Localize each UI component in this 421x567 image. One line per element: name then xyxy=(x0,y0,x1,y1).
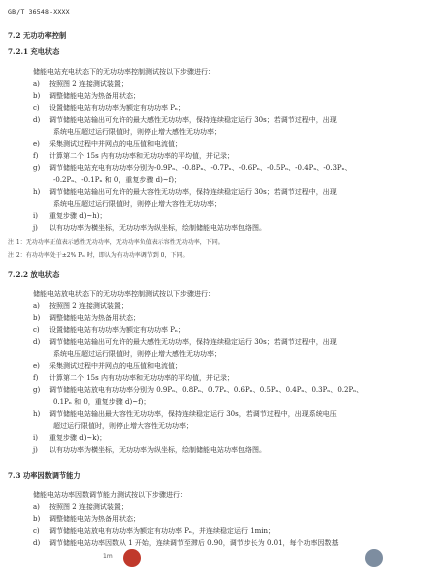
list-item: d) 调节储能电站输出可允许的最大感性无功功率，保持连续稳定运行 30s；若调节过程中，出现 xyxy=(33,116,337,124)
list-item-continuation: -0.2Pₙ、-0.1Pₙ 和 0，重复步骤 d)~f)； xyxy=(53,176,181,184)
list-item: d) 调节储能电站输出可允许的最大感性无功功率，保持连续稳定运行 30s；若调节过程中，出现 xyxy=(33,338,337,346)
list-item: j) 以有功功率为横坐标，无功功率为纵坐标，绘制储能电站功率包络图。 xyxy=(33,224,266,232)
note-1: 注 1：无功功率正值表示感性无功功率，无功功率负值表示容性无功功率，下同。 xyxy=(8,239,224,246)
list-item-continuation: 超过运行限值时，则停止增大容性无功功率； xyxy=(53,422,193,430)
list-item: i) 重复步骤 d)~k)； xyxy=(33,434,107,442)
list-item: j) 以有功功率为横坐标，无功功率为纵坐标，绘制储能电站功率包络图。 xyxy=(33,446,266,454)
list-item: f) 计算第二个 15s 内有功功率和无功功率的平均值，并记录； xyxy=(33,152,234,160)
paragraph-intro: 储能电站功率因数调节能力测试按以下步骤进行： xyxy=(33,491,187,499)
page-footer-mark: 1m xyxy=(103,553,113,560)
note-2: 注 2：有功功率处于±2% Pₙ 时，即认为有功功率调节到 0，下同。 xyxy=(8,252,189,259)
list-item: c) 设置储能电站有功功率为额定有功功率 Pₙ； xyxy=(33,104,185,112)
list-item-continuation: 0.1Pₙ 和 0，重复步骤 d)~f)； xyxy=(53,398,151,406)
section-heading-7-2: 7.2 无功功率控制 xyxy=(8,31,67,40)
list-item: b) 调整储能电站为热备用状态； xyxy=(33,314,140,322)
list-item: g) 调节储能电站放电有功功率分别为 0.9Pₙ、0.8Pₙ、0.7Pₙ、0.6Pₙ、0.5Pₙ、0.4Pₙ、0.3Pₙ、0.2Pₙ、 xyxy=(33,386,364,394)
standard-number: GB/T 36548-XXXX xyxy=(8,8,70,16)
list-item: a) 按照图 2 连接测试装置； xyxy=(33,503,128,511)
list-item: h) 调节储能电站输出可允许的最大容性无功功率，保持连续稳定运行 30s；若调节过程中，出现 xyxy=(33,188,337,196)
list-item: e) 采集测试过程中并网点的电压值和电流值； xyxy=(33,140,182,148)
list-item: d) 调节储能电站功率因数从 1 开始，连续调节至滞后 0.90，调节步长为 0.01，每个功率因数基 xyxy=(33,539,339,547)
list-item: f) 计算第二个 15s 内有功功率和无功功率的平均值，并记录； xyxy=(33,374,234,382)
list-item-continuation: 系统电压超过运行限值时，则停止增大容性无功功率； xyxy=(53,200,221,208)
list-item: e) 采集测试过程中并网点的电压值和电流值； xyxy=(33,362,182,370)
floating-menu-button[interactable] xyxy=(365,549,383,567)
floating-action-button[interactable] xyxy=(123,549,141,567)
list-item: i) 重复步骤 d)~h)； xyxy=(33,212,107,220)
list-item: c) 设置储能电站有功功率为额定有功功率 Pₙ； xyxy=(33,326,185,334)
list-item-continuation: 系统电压超过运行限值时，则停止增大感性无功功率； xyxy=(53,350,221,358)
list-item: b) 调整储能电站为热备用状态； xyxy=(33,92,140,100)
list-item: a) 按照图 2 连接测试装置； xyxy=(33,80,128,88)
section-heading-7-2-2: 7.2.2 放电状态 xyxy=(8,270,60,279)
section-heading-7-2-1: 7.2.1 充电状态 xyxy=(8,47,60,56)
list-item: h) 调节储能电站输出最大容性无功功率，保持连续稳定运行 30s，若调节过程中，出现系统电压 xyxy=(33,410,337,418)
list-item-continuation: 系统电压超过运行限值时，则停止增大感性无功功率； xyxy=(53,128,221,136)
list-item: a) 按照图 2 连接测试装置； xyxy=(33,302,128,310)
list-item: b) 调整储能电站为热备用状态； xyxy=(33,515,140,523)
list-item: g) 调节储能电站充电有功功率分别为-0.9Pₙ、-0.8Pₙ、-0.7Pₙ、-0.6Pₙ、-0.5Pₙ、-0.4Pₙ、-0.3Pₙ、 xyxy=(33,164,352,172)
paragraph-intro: 储能电站充电状态下的无功功率控制测试按以下步骤进行： xyxy=(33,68,215,76)
section-heading-7-3: 7.3 功率因数调节能力 xyxy=(8,471,81,480)
list-item: c) 调节储能电站放电有功功率为额定有功功率 Pₙ，并连续稳定运行 1min； xyxy=(33,527,276,535)
paragraph-intro: 储能电站放电状态下的无功功率控制测试按以下步骤进行： xyxy=(33,290,215,298)
